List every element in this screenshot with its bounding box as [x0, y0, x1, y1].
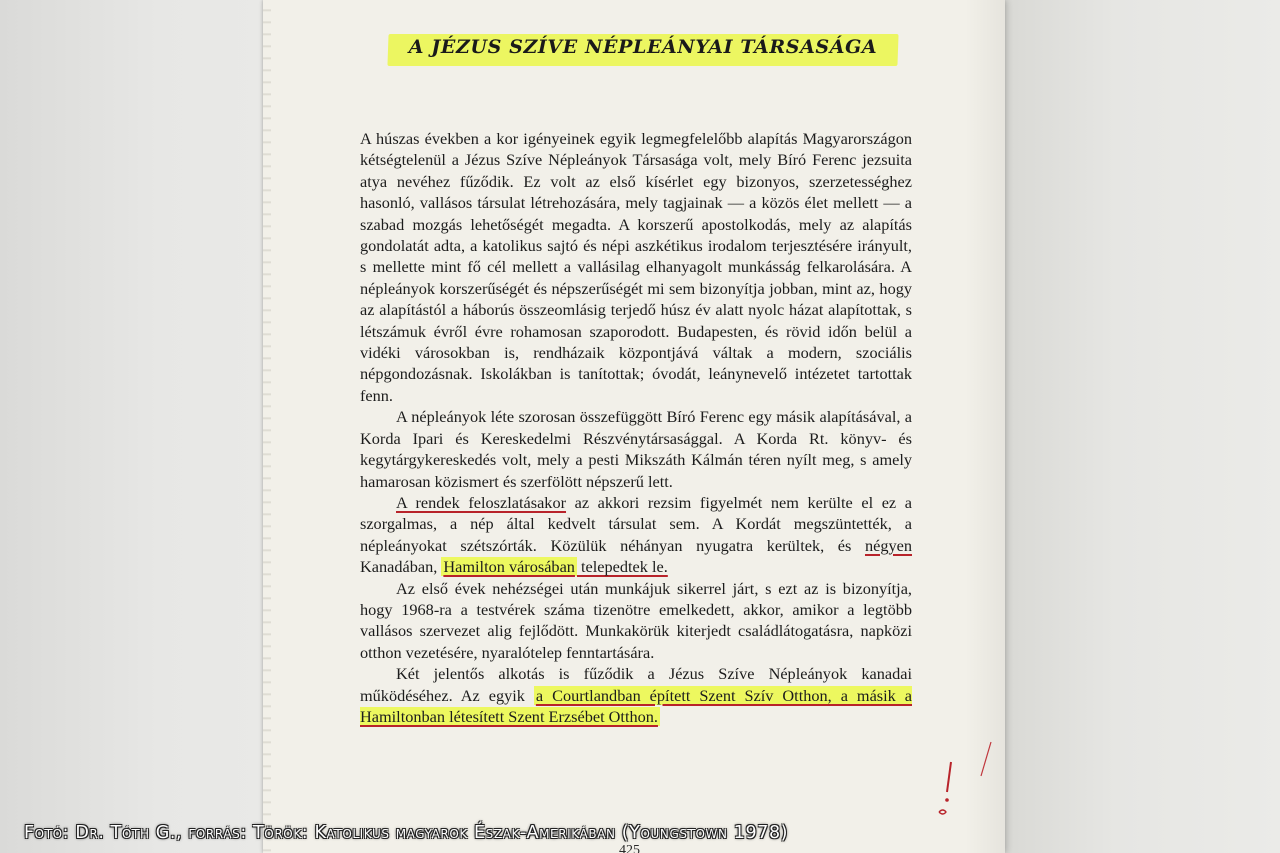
text-run: az akkori rezsim figyelmét nem kerülte el ez a szorgalmas, a nép által kedvelt társulat sem. A Kordát megszüntették, a népleányokat szétszórták. Közülük néhányan nyugatra kerültek, és	[360, 492, 912, 555]
paragraph-4: Az első évek nehézségei után munkájuk sikerrel járt, s ezt az is bizonyítja, hogy 1968-ra a testvérek száma tizenötre emelkedett, akkor, amikor a legtöbb vallásos szervezet alig fejlődött. Munkakörük kiterjedt családlátogatásra, napközi otthon vezetésére, nyaralótelep fenntartására.	[360, 578, 912, 662]
paragraph-3	[360, 492, 912, 578]
exclamation-dot	[945, 798, 949, 802]
margin-mark-a	[939, 810, 946, 814]
underlined-phrase-negyen: négyen	[864, 535, 912, 555]
exclamation-stroke	[947, 762, 951, 792]
article-body	[360, 128, 912, 727]
text-run: Kanadában,	[360, 557, 442, 577]
underlined-phrase-rendek: A rendek feloszlatásakor	[396, 492, 567, 512]
paragraph-5	[360, 663, 912, 727]
background-right	[1005, 0, 1280, 853]
paragraph-2: A népleányok léte szorosan összefüggött Bíró Ferenc egy másik alapításával, a Korda Ipari és Kereskedelmi Részvénytársasággal. A Korda Rt. könyv- és kegytárgykereskedés volt, mely a pesti Mikszáth Kálmán téren nyílt meg, s amely hamarosan közismert és szerfölött népszerű lett.	[360, 407, 912, 491]
page-number: 425	[619, 843, 640, 853]
underlined-phrase-telepedtek: telepedtek le.	[576, 557, 668, 577]
text-run: Két jelentős alkotás is fűződik a Jézus Szíve Népleányok kanadai működéséhez. Az egyik	[360, 664, 912, 705]
highlighted-phrase-otthonok: a Courtlandban épített Szent Szív Otthon, a másik a Hamiltonban létesített Szent Erzsébet Otthon.	[360, 685, 912, 726]
paragraph-1: A húszas években a kor igényeinek egyik legmegfelelőbb alapítás Magyarországon kétségtelenül a Jézus Szíve Népleányok Társasága volt, mely Bíró Ferenc jezsuita atya nevéhez fűződik. Ez volt az első kísérlet egy bizonyos, szerzetességhez hasonló, vallásos társulat létrehozására, mely tagjainak — a közös élet mellett — a szabad mozgás lehetőségét megadta. A korszerű apostolkodás, mely az alapítás gondolatát adta, a katolikus sajtó és népi aszkétikus irodalom terjesztésére irányult, s mellette mint fő cél mellett a vallásilag elhanyagolt munkásság felkarolására. A népleányok korszerűségét és népszerűségét mi sem bizonyítja jobban, mint az, hogy az alapítástól a háborús összeomlásig terjedő húsz év alatt nyolc házat alapítottak, s létszámuk évről évre rohamosan szaporodott. Budapesten, és rövid időn belül a vidéki városokban is, rendházaik központjává váltak a modern, szociális népgondozásnak. Iskolákban is tanítottak; óvodát, leánynevelő intézetet tartottak fenn.	[360, 129, 912, 405]
page-title: A JÉZUS SZÍVE NÉPLEÁNYAI TÁRSASÁGA	[408, 36, 878, 58]
page-shade	[965, 0, 1005, 853]
background-left	[0, 0, 262, 853]
book-page	[263, 0, 1005, 853]
highlighted-phrase-hamilton: Hamilton városában	[443, 557, 575, 577]
page-torn-edge	[263, 0, 271, 853]
photo-caption: Fotó: Dr. Tóth G., forrás: Török: Katolikus magyarok Észak-Amerikában (Youngstown 1978)	[24, 823, 789, 843]
